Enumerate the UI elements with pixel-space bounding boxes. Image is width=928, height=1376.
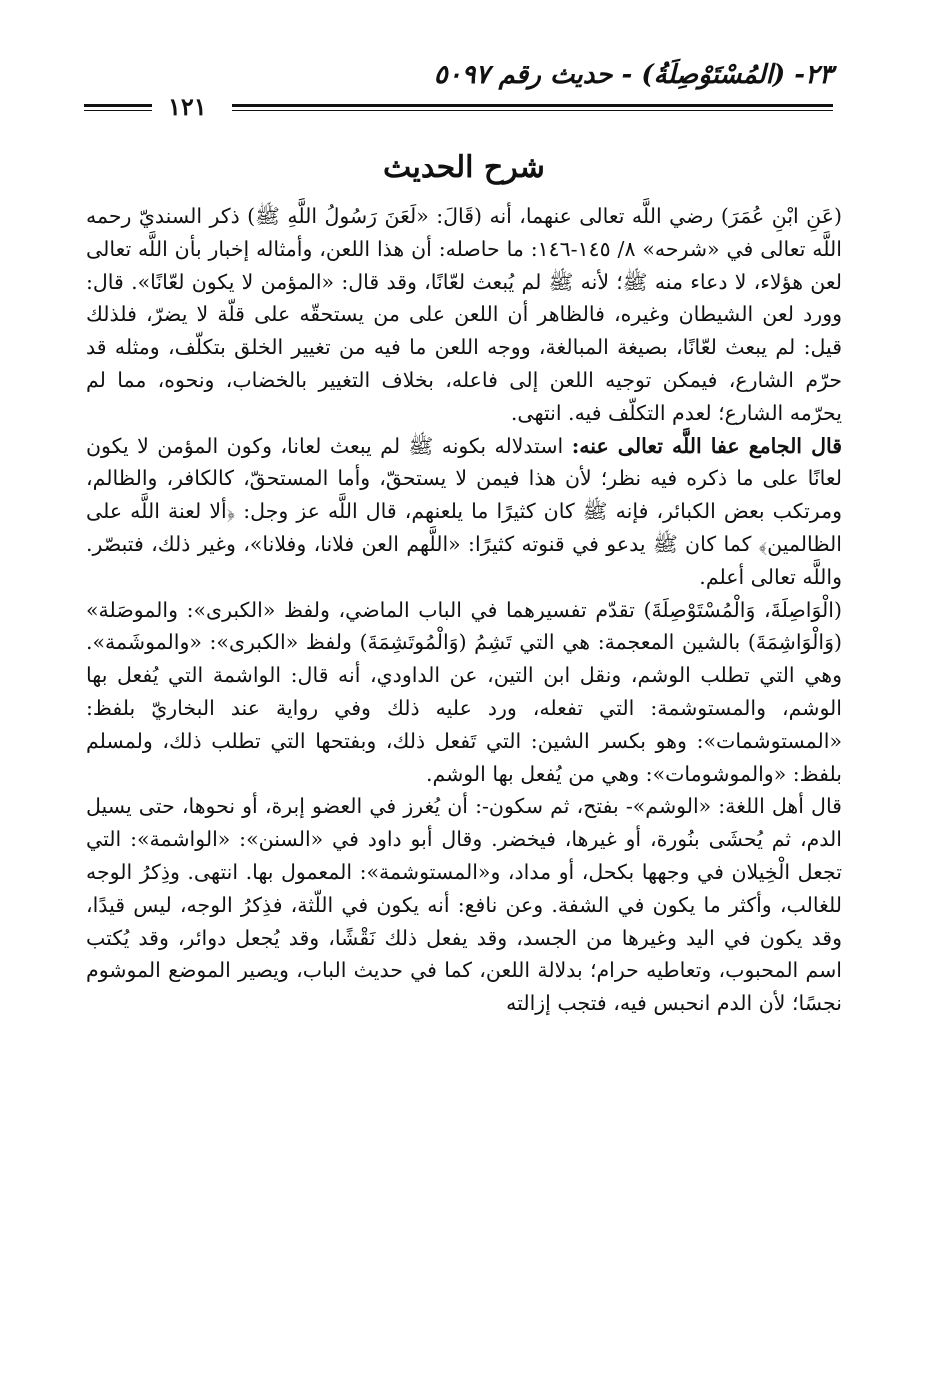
body-text bbox=[86, 200, 842, 1020]
page-number-rule bbox=[84, 104, 152, 111]
header-double-rule bbox=[232, 104, 833, 111]
section-title: شرح الحديث bbox=[383, 150, 545, 185]
paragraph bbox=[86, 200, 842, 430]
paragraph-lead: قال الجامع عفا اللَّه تعالى عنه: bbox=[571, 433, 843, 458]
paragraph-text: (الْوَاصِلَةَ، وَالْمُسْتَوْصِلَةَ) تقدّم تفسيرهما في الباب الماضي، ولفظ «الكبرى»: والموصَلة» (وَالْوَاشِمَةَ) بالشين المعجمة: هي التي تَشِمُ (وَالْمُوتَشِمَةَ) ولفظ «الكبرى»: «والموشَمة». وهي التي تطلب الوشم، ونقل ابن التين، عن الداودي، أنه قال: الواشمة التي يُفعل بها الوشم، والمستوشمة: التي تفعله، ورد عليه ذلك وفي رواية عند البخاريّ بلفظ: «المستوشمات»: وهو بكسر الشين: التي تَفعل ذلك، وبفتحها التي تطلب ذلك، ولمسلم بلفظ: «والموشومات»: وهي من يُفعل بها الوشم. bbox=[86, 597, 842, 786]
running-header-title: ٢٣- (المُسْتَوْصِلَةُ) - حديث رقم ٥٠٩٧ bbox=[433, 60, 833, 90]
paragraph-text: قال أهل اللغة: «الوشم»- بفتح، ثم سكون-: أن يُغرز في العضو إبرة، أو نحوها، حتى يسيل الدم، ثم يُحشَى بنُورة، أو غيرها، فيخضر. وقال أبو داود في «السنن»: «الواشمة»: التي تجعل الْخِيلان في وجهها بكحل، أو مداد، و«المستوشمة»: المعمول بها. انتهى. وذِكرُ الوجه للغالب، وأكثر ما يكون في الشفة. وعن نافع: أنه يكون في اللّثة، فذِكرُ الوجه، ليس قيدًا، وقد يكون في اليد وغيرها من الجسد، وقد يفعل ذلك نَقْشًا، وقد يُجعل دوائر، وقد يُكتب اسم المحبوب، وتعاطيه حرام؛ بدلالة اللعن، كما في حديث الباب، ويصير الموضع الموشوم نجسًا؛ لأن الدم انحبس فيه، فتجب إزالته bbox=[86, 794, 842, 1016]
paragraph bbox=[86, 790, 842, 1020]
paragraph-text: (عَنِ ابْنِ عُمَرَ) رضي اللَّه تعالى عنهما، أنه (قَالَ: «لَعَنَ رَسُولُ اللَّهِ ﷺ) ذكر السنديّ رحمه اللَّه تعالى في «شرحه» ٨/ ١٤٥-١٤٦: ما حاصله: أن هذا اللعن، وأمثاله إخبار بأن اللَّه تعالى لعن هؤلاء، لا دعاء منه ﷺ؛ لأنه ﷺ لم يُبعث لعّانًا، وقد قال: «المؤمن لا يكون لعّانًا». قال: وورد لعن الشيطان وغيره، فالظاهر أن اللعن على من يستحقّه على قلّة لا يضرّ، فلذلك قيل: لم يبعث لعّانًا، بصيغة المبالغة، ووجه اللعن ما فيه من تغيير الخلق بتكلّف، ومثله قد حرّم الشارع، فيمكن توجيه اللعن إلى فاعله، بخلاف التغيير بالخضاب، ونحوه، مما لم يحرّمه الشارع؛ لعدم التكلّف فيه. انتهى. bbox=[86, 204, 842, 425]
paragraph bbox=[86, 594, 842, 791]
page-number: ١٢١ bbox=[168, 92, 207, 121]
paragraph bbox=[86, 430, 842, 594]
paragraph-text: استدلاله بكونه ﷺ لم يبعث لعانا، وكون المؤمن لا يكون لعانًا على ما ذكره فيه نظر؛ لأن هذا فيمن لا يستحقّ، وأما المستحقّ، كالكافر، والظالم، ومرتكب بعض الكبائر، فإنه ﷺ كان كثيرًا ما يلعنهم، قال اللَّه عز وجل: ﴿ألا لعنة اللَّه على الظالمين﴾ كما كان ﷺ يدعو في قنوته كثيرًا: «اللَّهم العن فلانا، وفلانا»، وغير ذلك، فتبصّر. واللَّه تعالى أعلم. bbox=[86, 433, 842, 589]
